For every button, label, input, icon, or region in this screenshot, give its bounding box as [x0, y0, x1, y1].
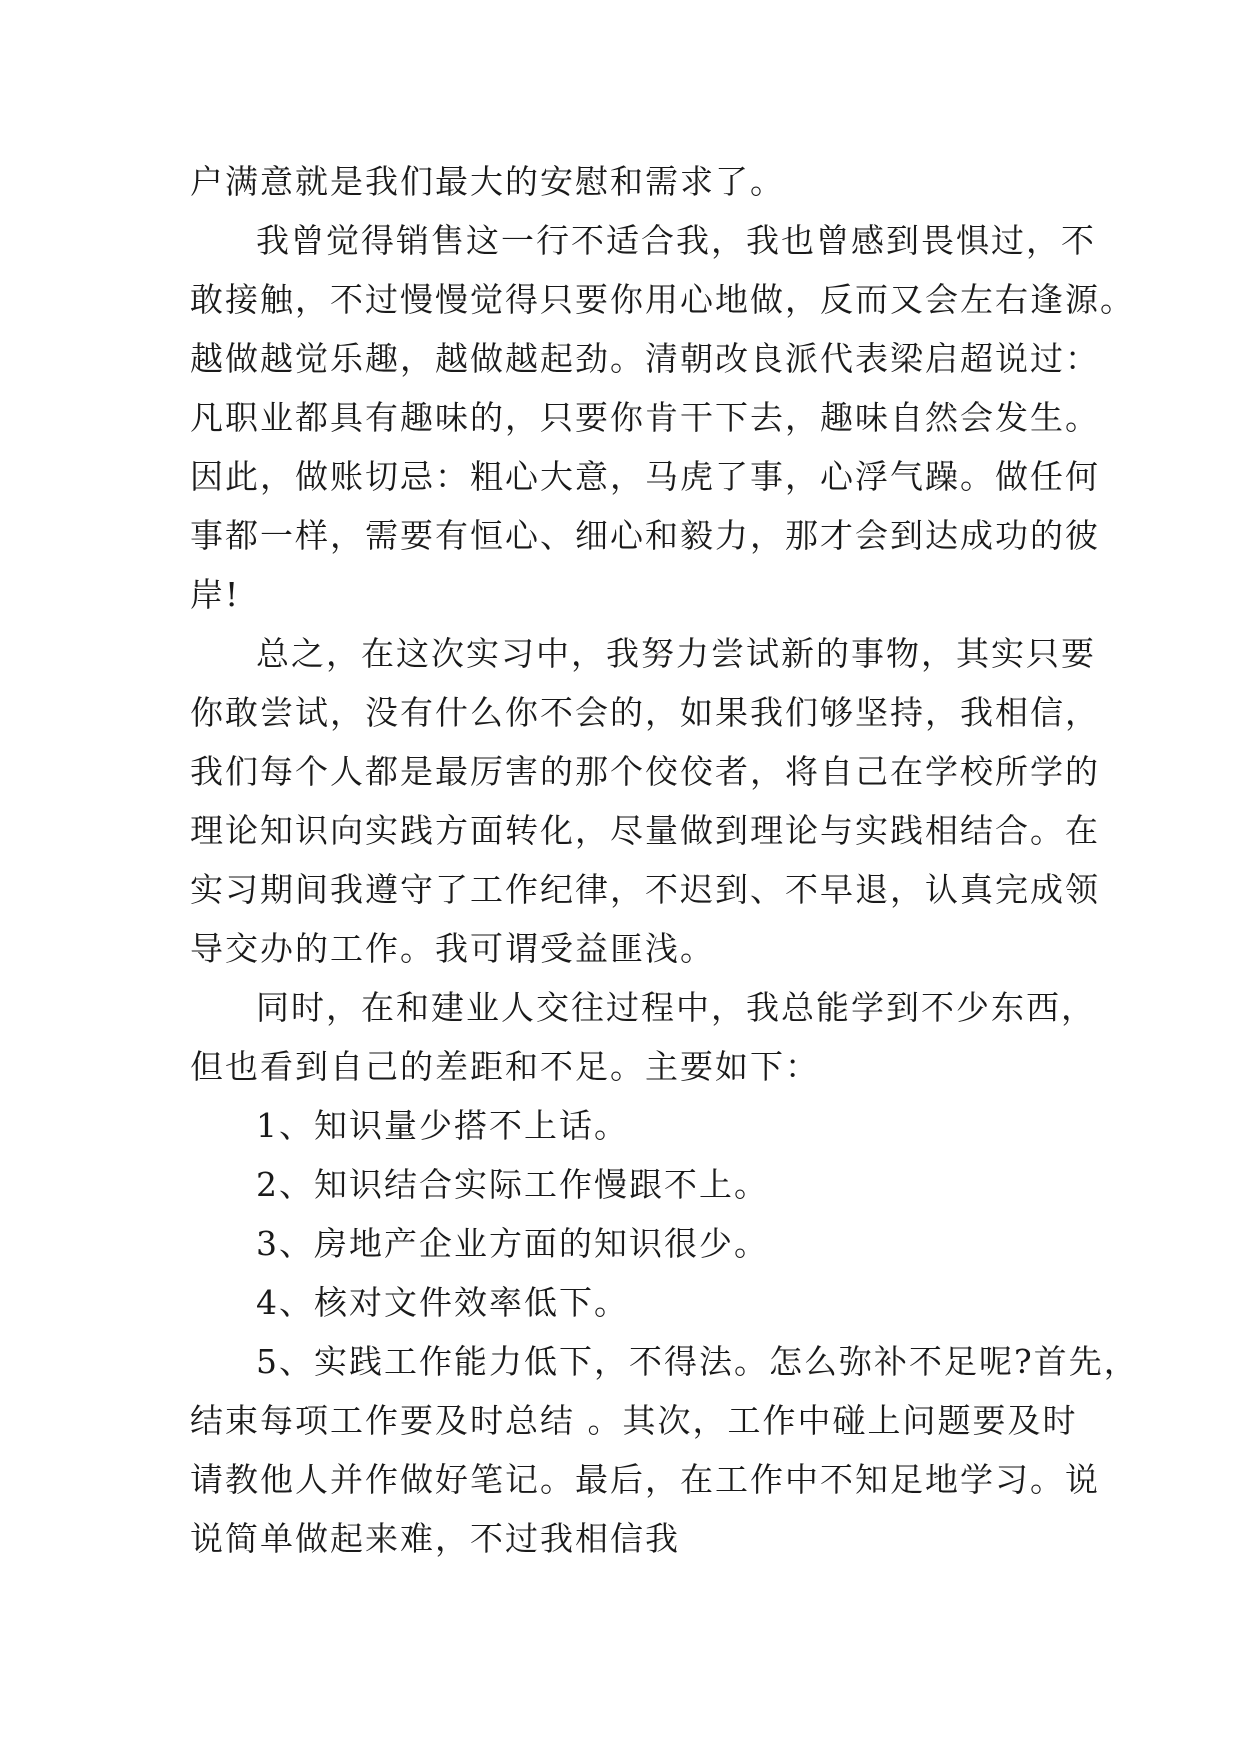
text-line: 请教他人并作做好笔记。最后，在工作中不知足地学习。说 [190, 1460, 1100, 1499]
text-line: 实习期间我遵守了工作纪律，不迟到、不早退，认真完成领 [190, 870, 1100, 909]
text-line: 敢接触，不过慢慢觉得只要你用心地做，反而又会左右逢源。 [190, 280, 1135, 319]
text-line: 我曾觉得销售这一行不适合我，我也曾感到畏惧过，不 [256, 221, 1096, 260]
text-line: 总之，在这次实习中，我努力尝试新的事物，其实只要 [256, 634, 1096, 673]
text-line: 事都一样，需要有恒心、细心和毅力，那才会到达成功的彼 [190, 516, 1100, 555]
text-line: 因此，做账切忌：粗心大意，马虎了事，心浮气躁。做任何 [190, 457, 1100, 496]
text-line: 户满意就是我们最大的安慰和需求了。 [190, 162, 785, 201]
text-line: 结束每项工作要及时总结 。其次，工作中碰上问题要及时 [190, 1401, 1078, 1440]
text-line: 你敢尝试，没有什么你不会的，如果我们够坚持，我相信， [190, 693, 1100, 732]
text-line: 但也看到自己的差距和不足。主要如下： [190, 1047, 820, 1086]
list-item: 1、知识量少搭不上话。 [256, 1106, 629, 1145]
list-item: 5、实践工作能力低下，不得法。怎么弥补不足呢?首先， [256, 1342, 1139, 1381]
text-line: 我们每个人都是最厉害的那个佼佼者，将自己在学校所学的 [190, 752, 1100, 791]
text-line: 越做越觉乐趣，越做越起劲。清朝改良派代表梁启超说过： [190, 339, 1100, 378]
text-line: 理论知识向实践方面转化，尽量做到理论与实践相结合。在 [190, 811, 1100, 850]
list-item: 2、知识结合实际工作慢跟不上。 [256, 1165, 769, 1204]
list-item: 3、房地产企业方面的知识很少。 [256, 1224, 769, 1263]
text-line: 导交办的工作。我可谓受益匪浅。 [190, 929, 715, 968]
list-item: 4、核对文件效率低下。 [256, 1283, 629, 1322]
text-line: 说简单做起来难，不过我相信我 [190, 1519, 680, 1558]
document-body [190, 152, 1139, 1568]
text-line: 岸! [190, 575, 241, 614]
text-line: 凡职业都具有趣味的，只要你肯干下去，趣味自然会发生。 [190, 398, 1100, 437]
text-line: 同时，在和建业人交往过程中，我总能学到不少东西， [256, 988, 1096, 1027]
